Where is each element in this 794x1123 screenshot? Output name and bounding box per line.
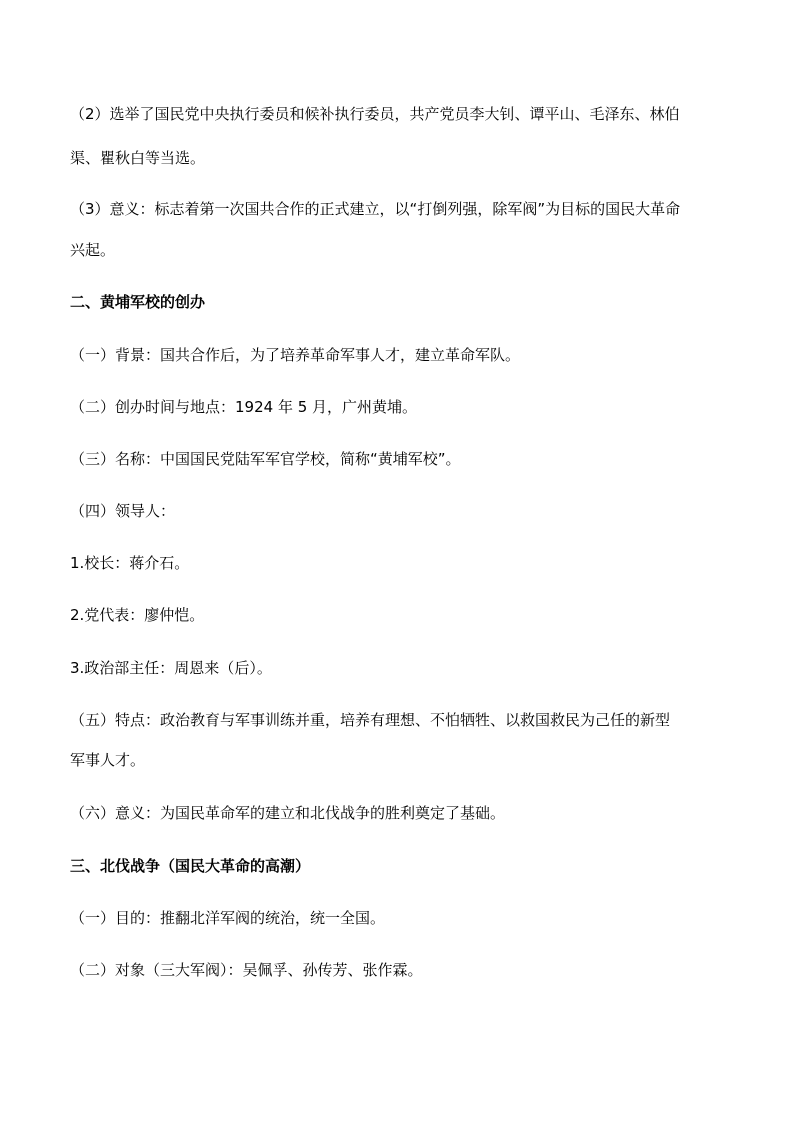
paragraph-line: 军事人才。 — [70, 751, 146, 769]
paragraph-line: （六）意义：为国民革命军的建立和北伐战争的胜利奠定了基础。 — [70, 804, 506, 822]
paragraph-line: （二）对象（三大军阀）：吴佩孚、孙传芳、张作霖。 — [70, 961, 423, 979]
paragraph-line: （四）领导人： — [70, 502, 176, 520]
section-heading: 三、北伐战争（国民大革命的高潮） — [70, 857, 311, 875]
section-heading: 二、黄埔军校的创办 — [70, 293, 206, 311]
paragraph-line: （一）背景：国共合作后，为了培养革命军事人才，建立革命军队。 — [70, 346, 521, 364]
paragraph-line: 兴起。 — [70, 241, 116, 259]
paragraph-line: （二）创办时间与地点：1924 年 5 月，广州黄埔。 — [70, 398, 418, 416]
paragraph-line: 1.校长：蒋介石。 — [70, 554, 190, 572]
paragraph-line: （一）目的：推翻北洋军阀的统治，统一全国。 — [70, 909, 386, 927]
paragraph-line: 2.党代表：廖仲恺。 — [70, 606, 205, 624]
paragraph-line: （2）选举了国民党中央执行委员和候补执行委员，共产党员李大钊、谭平山、毛泽东、林伯 — [70, 105, 680, 123]
paragraph-line: （3）意义：标志着第一次国共合作的正式建立，以“打倒列强，除军阀”为目标的国民大革命 — [70, 200, 681, 218]
paragraph-line: 渠、瞿秋白等当选。 — [70, 149, 206, 167]
paragraph-line: （五）特点：政治教育与军事训练并重，培养有理想、不怕牺牲、以救国救民为己任的新型 — [70, 711, 671, 729]
paragraph-line: （三）名称：中国国民党陆军军官学校，简称“黄埔军校”。 — [70, 450, 461, 468]
paragraph-line: 3.政治部主任：周恩来（后）。 — [70, 659, 272, 677]
